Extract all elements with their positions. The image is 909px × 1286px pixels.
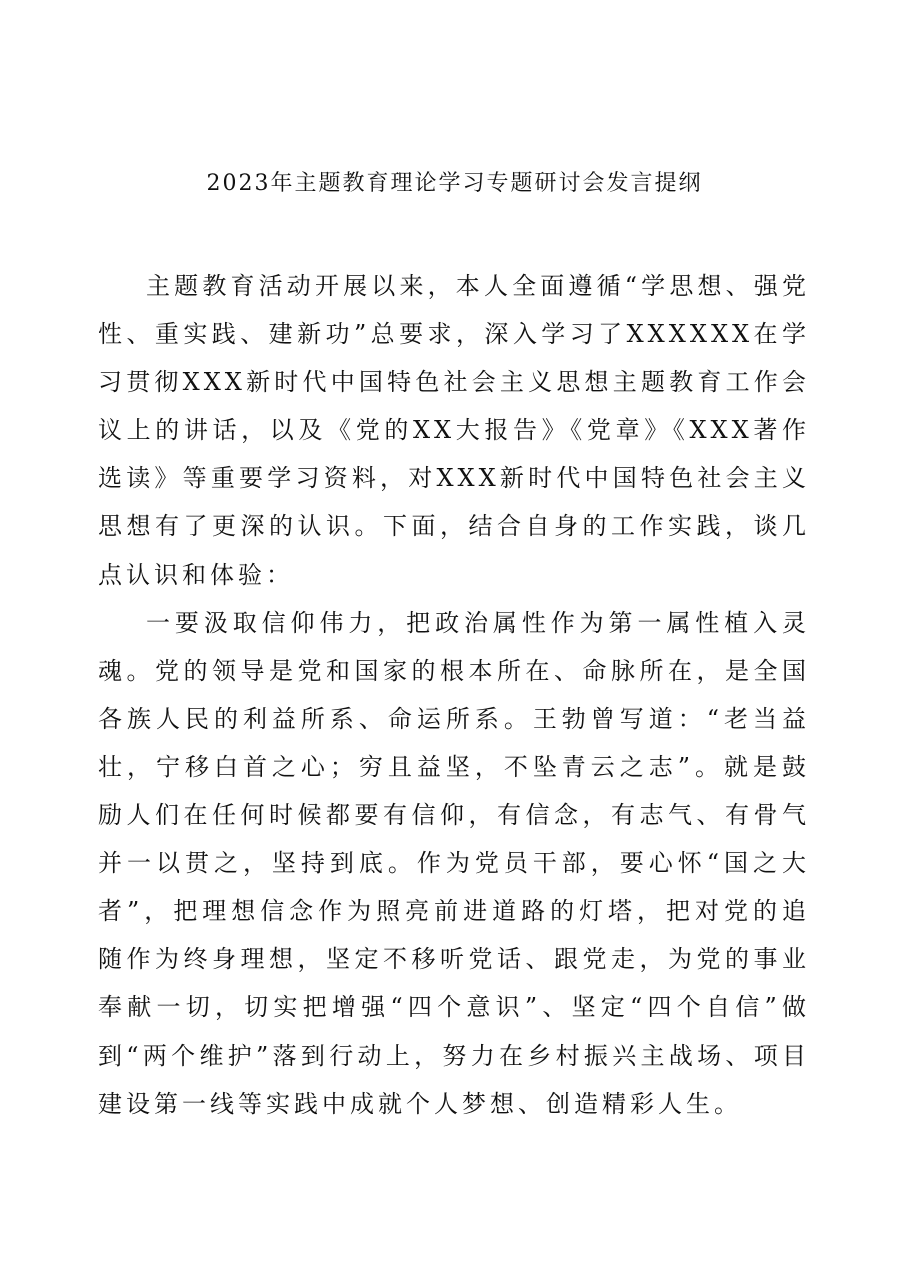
paragraph-intro: 主题教育活动开展以来，本人全面遵循“学思想、强党性、重实践、建新功”总要求，深入学习了XXXXXX在学习贯彻XXX新时代中国特色社会主义思想主题教育工作会议上的讲话，以及《党的XX大报告》《党章》《XXX著作选读》等重要学习资料，对XXX新时代中国特色社会主义思想有了更深的认识。下面，结合自身的工作实践，谈几点认识和体验： xyxy=(98,272,810,589)
paragraph-point-one: 一要汲取信仰伟力，把政治属性作为第一属性植入灵魂。党的领导是党和国家的根本所在、命脉所在，是全国各族人民的利益所系、命运所系。王勃曾写道：“老当益壮，宁移白首之心；穷且益坚，不坠青云之志”。就是鼓励人们在任何时候都要有信仰，有信念，有志气、有骨气并一以贯之，坚持到底。作为党员干部，要心怀“国之大者”，把理想信念作为照亮前进道路的灯塔，把对党的追随作为终身理想，坚定不移听党话、跟党走，为党的事业奉献一切，切实把增强“四个意识”、坚定“四个自信”做到“两个维护”落到行动上，努力在乡村振兴主战场、项目建设第一线等实践中成就个人梦想、创造精彩人生。 xyxy=(98,608,810,1118)
document-title: 2023年主题教育理论学习专题研讨会发言提纲 xyxy=(206,171,703,196)
document-body xyxy=(98,262,810,1128)
